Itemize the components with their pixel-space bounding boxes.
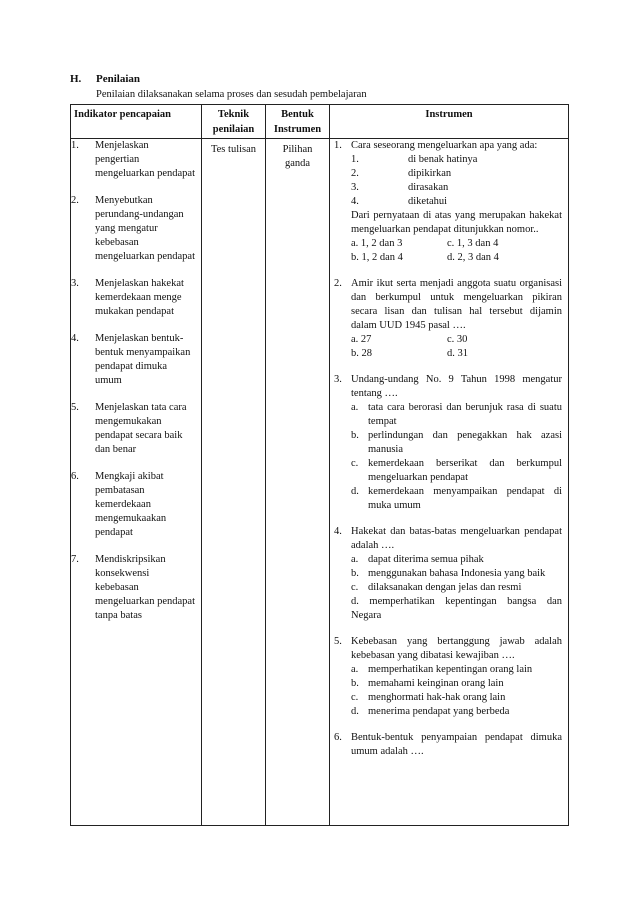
section-title: Penilaian (96, 73, 141, 85)
section-number: H. (70, 73, 82, 85)
question-6: 6. Bentuk-bentuk penyampaian pendapat dimuka umum adalah …. (334, 732, 562, 757)
instrument-cell (330, 139, 569, 826)
indicator-item: 1. Menjelaskan pengertian mengeluarkan pendapat (71, 140, 195, 179)
indicator-item: 7. Mendiskripsikan konsekwensi kebebasan mengeluarkan pendapat tanpa batas (71, 554, 195, 621)
header-form: Bentuk Instrumen (266, 105, 330, 139)
section-heading (70, 73, 140, 85)
indicator-item: 6. Mengkaji akibat pembatasan kemerdekaan mengemukaakan pendapat (71, 471, 167, 538)
question-1: 1. Cara seseorang mengeluarkan apa yang ada: 1. di benak hatinya 2. dipikirkan 3. dirasakan 4. diketahui Dari pernyataan di atas yang merupakan hakekat mengeluarkan pendapat ditunjukkan nomor.. a. 1, 2 dan 3 c. 1, 3 dan 4 b. 1, 2 dan 4 d. 2, 3 dan 4 (334, 140, 562, 263)
indicator-item: 5. Menjelaskan tata cara mengemukakan pendapat secara baik dan benar (71, 402, 187, 455)
indicator-item: 4. Menjelaskan bentuk-bentuk menyampaikan pendapat dimuka umum (71, 333, 191, 386)
section-subtitle: Penilaian dilaksanakan selama proses dan sesudah pembelajaran (96, 89, 367, 100)
technique-cell: Tes tulisan (202, 139, 266, 826)
assessment-table (70, 104, 569, 826)
question-2: 2. Amir ikut serta menjadi anggota suatu organisasi dan berkumpul untuk mengeluarkan pikiran secara lisan dan tulisan hal tersebut dijamin dalam UUD 1945 pasal …. a. 27 c. 30 b. 28 d. 31 (334, 278, 562, 359)
header-technique: Teknik penilaian (202, 105, 266, 139)
indicator-item: 2. Menyebutkan perundang-undangan yang mengatur kebebasan mengeluarkan pendapat (71, 195, 195, 262)
header-instrument: Instrumen (330, 105, 569, 139)
indicator-cell (71, 139, 202, 826)
question-3: 3. Undang-undang No. 9 Tahun 1998 mengatur tentang …. a. tata cara berorasi dan berunjuk rasa di suatu tempat b. perlindungan dan penegakkan hak azasi manusia c. kemerdekaan berserikat dan berkumpul mengeluarkan pendapat d. kemerdekaan menyampaikan pendapat di muka umum (334, 374, 562, 511)
question-4: 4. Hakekat dan batas-batas mengeluarkan pendapat adalah …. a. dapat diterima semua pihak b. menggunakan bahasa Indonesia yang baik c. dilaksanakan dengan jelas dan resmi d. memperhatikan kepentingan bangsa dan Negara (334, 526, 562, 621)
indicator-item: 3. Menjelaskan hakekat kemerdekaan menge mukakan pendapat (71, 278, 184, 317)
form-cell: Pilihan ganda (266, 139, 330, 826)
header-indicator: Indikator pencapaian (71, 105, 202, 139)
question-5: 5. Kebebasan yang bertanggung jawab adalah kebebasan yang dibatasi kewajiban …. a. memperhatikan kepentingan orang lain b. memahami keinginan orang lain c. menghormati hak-hak orang lain d. menerima pendapat yang berbeda (334, 636, 562, 717)
